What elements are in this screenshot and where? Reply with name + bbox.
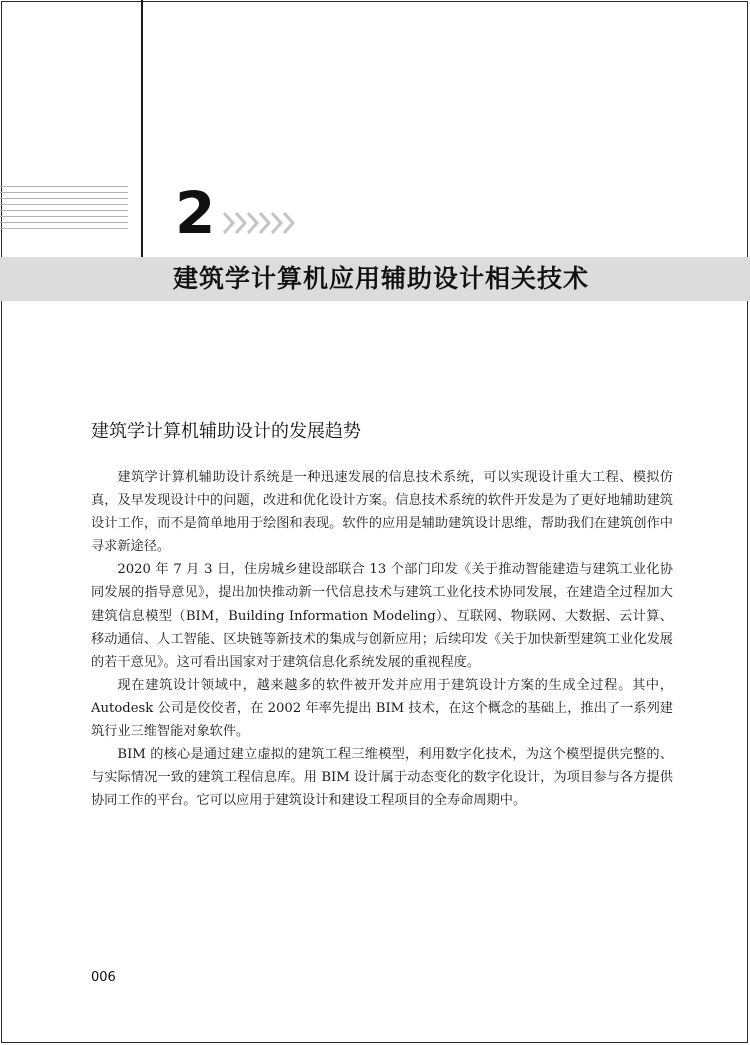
section-title: 建筑学计算机辅助设计的发展趋势 xyxy=(91,421,361,442)
chapter-divider-line xyxy=(141,0,143,257)
chapter-title: 建筑学计算机应用辅助设计相关技术 xyxy=(173,264,590,293)
paragraph: 建筑学计算机辅助设计系统是一种迅速发展的信息技术系统，可以实现设计重大工程、模拟仿真，及早发现设计中的问题，改进和优化设计方案。信息技术系统的软件开发是为了更好地辅助建筑设计工作，而不是简单地用于绘图和表现。软件的应用是辅助建筑设计思维，帮助我们在建筑创作中寻求新途径。 xyxy=(91,470,673,555)
decorative-stripes xyxy=(0,186,128,234)
chapter-number: 2 xyxy=(175,179,216,247)
page-number: 006 xyxy=(91,970,116,985)
body-text xyxy=(91,466,673,812)
paragraph: 现在建筑设计领域中，越来越多的软件被开发并应用于建筑设计方案的生成全过程。其中，Autodesk 公司是佼佼者，在 2002 年率先提出 BIM 技术，在这个概念的基础上，推出了一系列建筑行业三维智能对象软件。 xyxy=(91,677,673,740)
paragraph: BIM 的核心是通过建立虚拟的建筑工程三维模型，利用数字化技术，为这个模型提供完整的、与实际情况一致的建筑工程信息库。用 BIM 设计属于动态变化的数字化设计，为项目参与各方提供协同工作的平台。它可以应用于建筑设计和建设工程项目的全寿命周期中。 xyxy=(91,747,673,809)
chevron-arrows-icon xyxy=(222,211,302,235)
paragraph: 2020 年 7 月 3 日，住房城乡建设部联合 13 个部门印发《关于推动智能建造与建筑工业化协同发展的指导意见》，提出加快推动新一代信息技术与建筑工业化技术协同发展，在建造全过程加大建筑信息模型（BIM，Building Information Modeling）、互联网、物联网、大数据、云计算、移动通信、人工智能、区块链等新技术的集成与创新应用；后续印发《关于加快新型建筑工业化发展的若干意见》。这可看出国家对于建筑信息化系统发展的重视程度。 xyxy=(91,562,673,670)
